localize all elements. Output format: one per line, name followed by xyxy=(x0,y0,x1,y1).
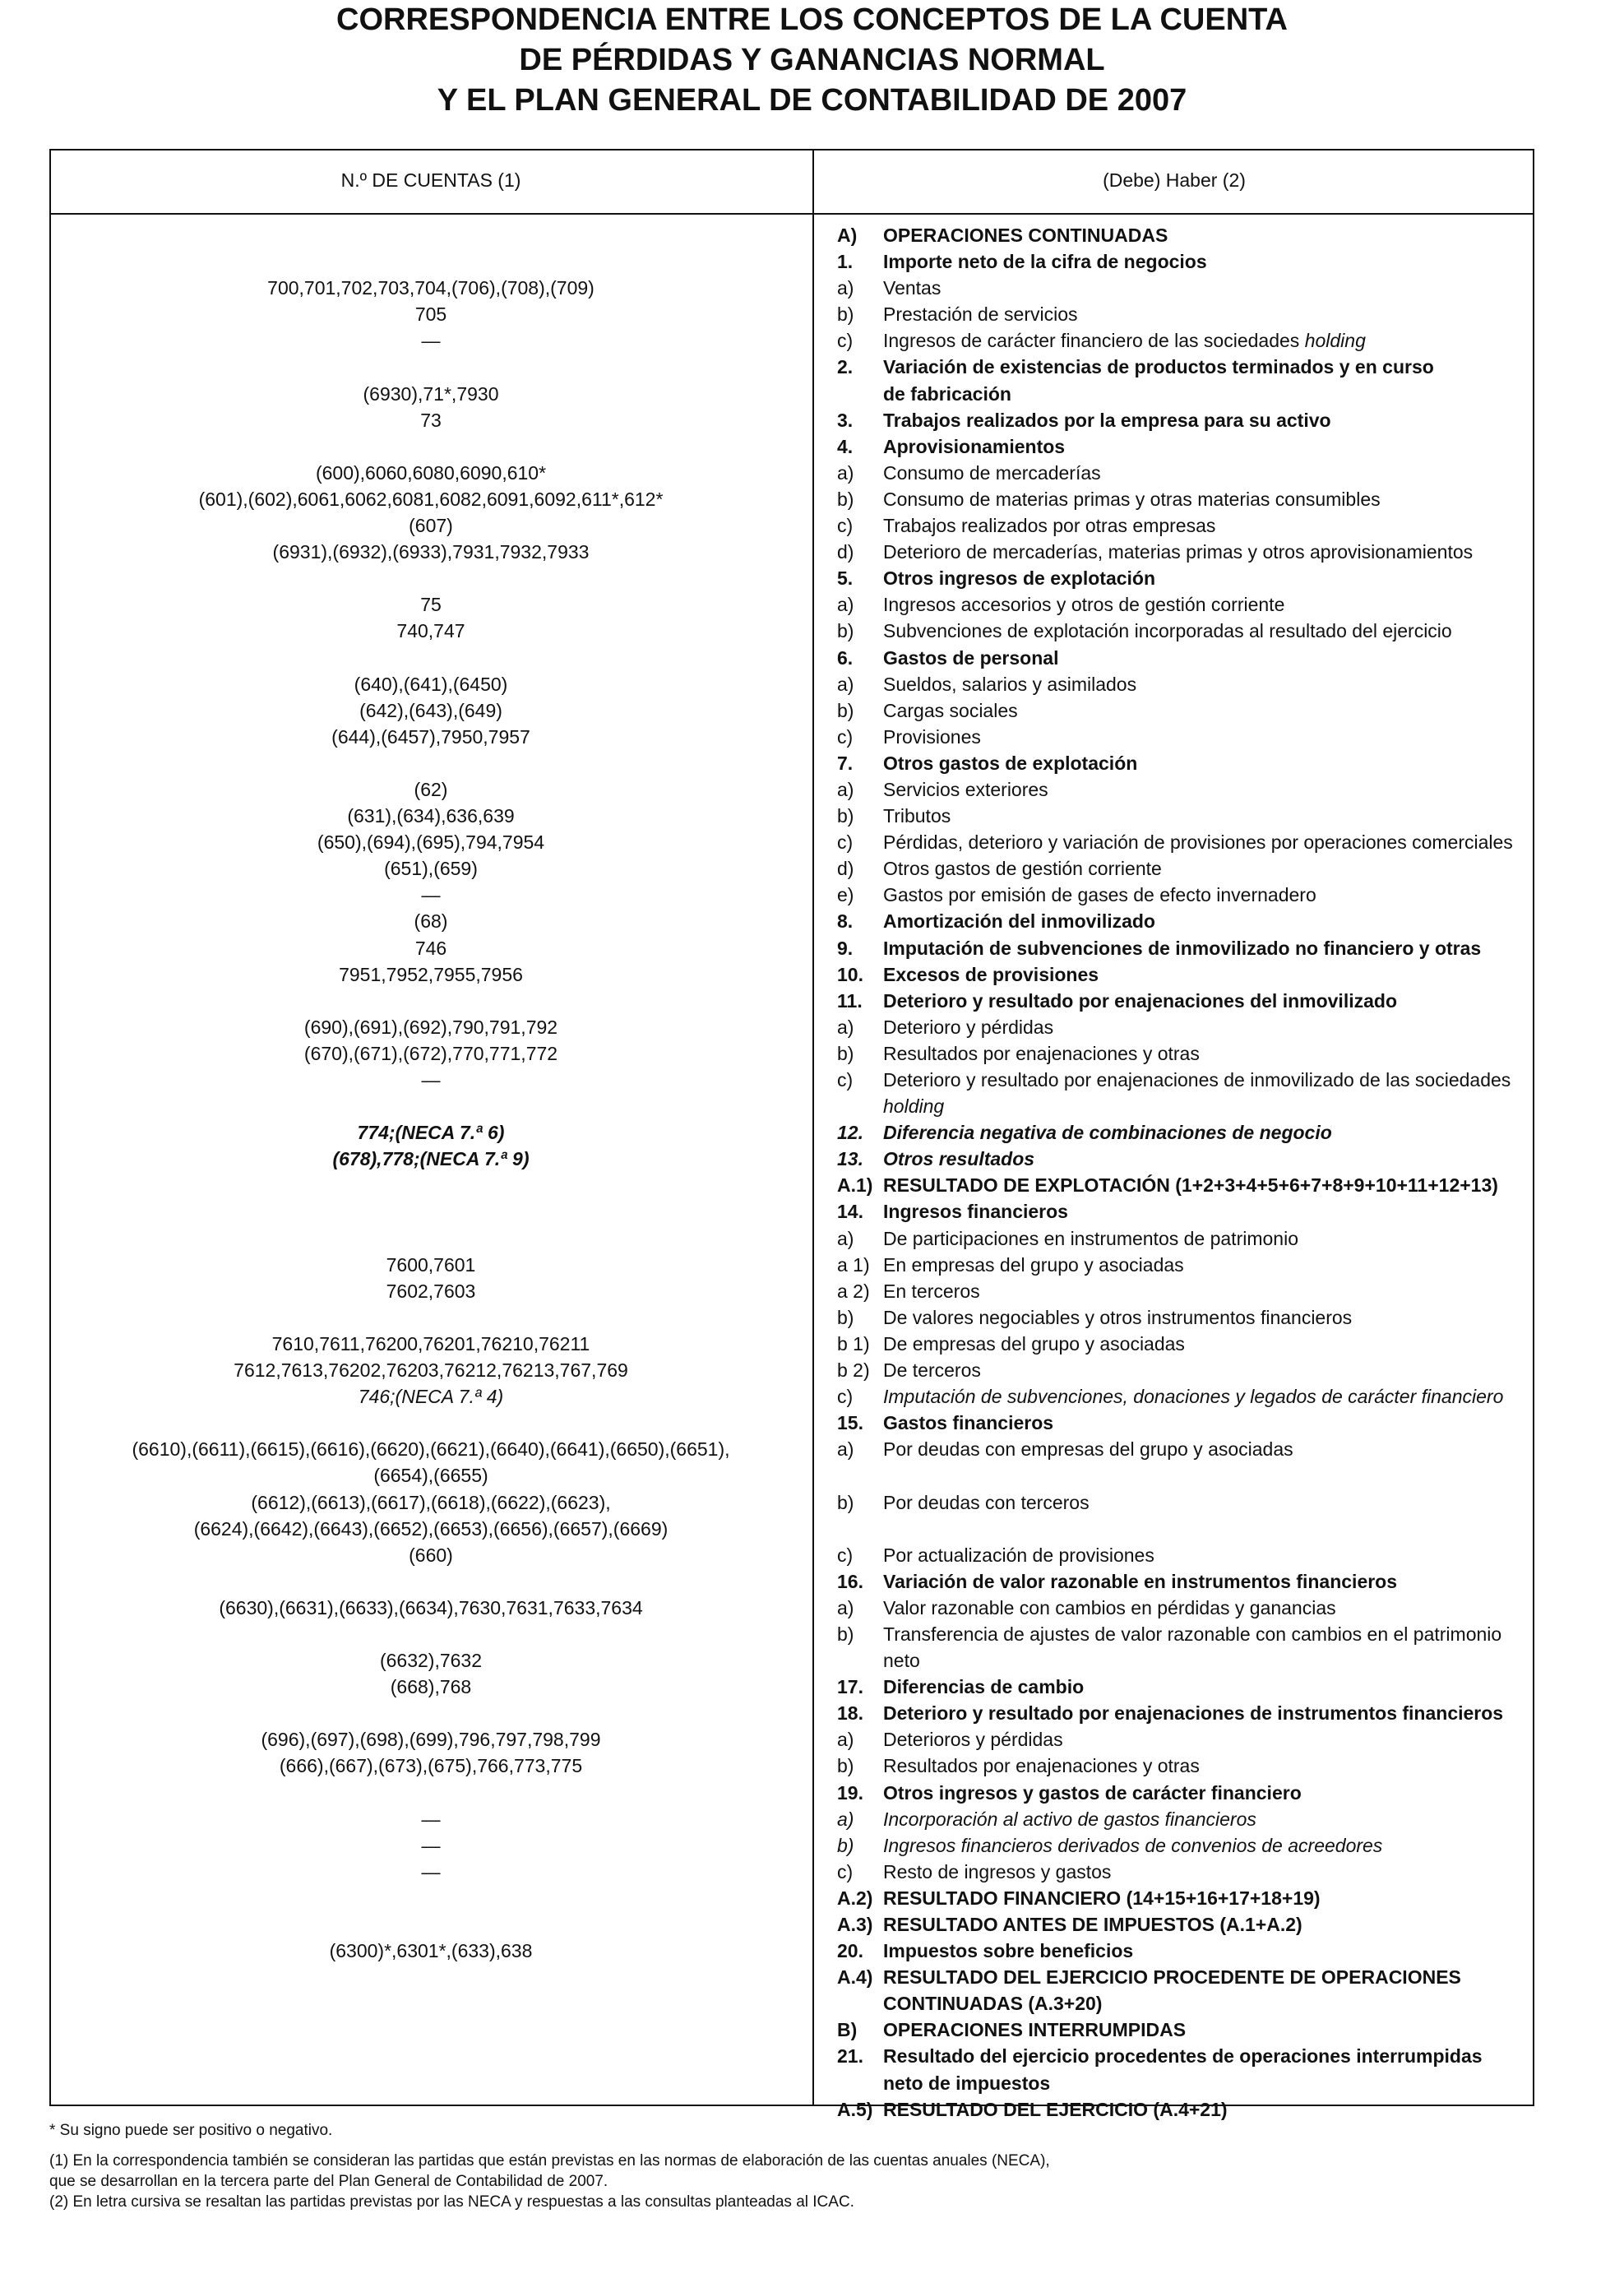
item-label: d) xyxy=(837,858,854,880)
item-concept: OPERACIONES CONTINUADAS xyxy=(883,225,1168,246)
account-codes: — xyxy=(421,1860,441,1882)
item-label: b) xyxy=(837,1623,854,1645)
item-label: c) xyxy=(837,1544,854,1566)
account-codes: (6612),(6613),(6617),(6618),(6622),(6623), xyxy=(251,1491,611,1513)
table-row xyxy=(0,303,1624,329)
item-label: b) xyxy=(837,1306,854,1328)
item-concept: De terceros xyxy=(883,1359,981,1382)
account-codes: (640),(641),(6450) xyxy=(354,673,508,695)
account-codes: — xyxy=(421,1069,441,1091)
item-label: c) xyxy=(837,1069,854,1091)
item-concept: Importe neto de la cifra de negocios xyxy=(883,251,1207,273)
item-label: a) xyxy=(837,1596,854,1618)
account-codes: (68) xyxy=(414,910,448,933)
item-concept: Incorporación al activo de gastos financieros xyxy=(883,1808,1256,1830)
table-row xyxy=(0,1596,1624,1623)
table-row xyxy=(0,567,1624,593)
item-label: A.3) xyxy=(837,1914,873,1935)
account-codes: 73 xyxy=(420,409,442,431)
item-label: e) xyxy=(837,884,854,906)
item-concept: Otros ingresos de explotación xyxy=(883,567,1156,590)
item-concept: Servicios exteriores xyxy=(883,778,1048,800)
table-row xyxy=(0,1227,1624,1253)
item-concept: Provisiones xyxy=(883,725,981,748)
table-row xyxy=(0,593,1624,619)
item-label: a 1) xyxy=(837,1253,870,1276)
item-concept: Ingresos de carácter financiero de las sociedades holding xyxy=(883,330,1366,352)
account-codes: (6624),(6642),(6643),(6652),(6653),(6656),(6657),(6669) xyxy=(193,1517,669,1540)
item-concept: Resultados por enajenaciones y otras xyxy=(883,1755,1200,1777)
item-concept: Otros resultados xyxy=(883,1148,1035,1170)
item-label: 11. xyxy=(837,989,863,1012)
item-concept: Deterioro de mercaderías, materias primas y otros aprovisionamientos xyxy=(883,541,1474,563)
account-codes: (601),(602),6061,6062,6081,6082,6091,6092,611*,612* xyxy=(198,488,664,510)
table-row xyxy=(0,461,1624,488)
item-label: 18. xyxy=(837,1702,863,1725)
item-label: 16. xyxy=(837,1570,863,1592)
account-codes: 746 xyxy=(414,937,447,959)
item-concept: Resultado del ejercicio procedentes de operaciones interrumpidas xyxy=(883,2045,1483,2068)
account-codes: (660) xyxy=(409,1544,453,1566)
item-label: 12. xyxy=(837,1122,863,1144)
table-row xyxy=(0,1649,1624,1675)
title-line-2: DE PÉRDIDAS Y GANANCIAS NORMAL xyxy=(519,43,1105,77)
table-row xyxy=(0,1121,1624,1147)
item-concept: Consumo de mercaderías xyxy=(883,461,1101,484)
account-codes: (6654),(6655) xyxy=(373,1465,488,1487)
item-concept: Deterioro y resultado por enajenaciones de inmovilizado de las sociedades xyxy=(883,1069,1511,1091)
item-label: 3. xyxy=(837,409,854,431)
table-row xyxy=(0,329,1624,355)
item-concept: Aprovisionamientos xyxy=(883,435,1066,457)
item-concept: RESULTADO FINANCIERO (14+15+16+17+18+19) xyxy=(883,1887,1321,1909)
footnote-2: (2) En letra cursiva se resaltan las partidas previstas por las NECA y respuestas a las consultas planteadas al ICAC. xyxy=(49,2193,854,2211)
item-concept: neto xyxy=(883,1650,920,1672)
item-label: b 1) xyxy=(837,1332,870,1355)
table-row xyxy=(0,1147,1624,1174)
item-label: a) xyxy=(837,1016,854,1038)
account-codes: (6930),71*,7930 xyxy=(363,382,499,405)
item-label: b) xyxy=(837,620,854,642)
header-accounts: N.º DE CUENTAS (1) xyxy=(340,169,521,191)
table-row xyxy=(0,857,1624,883)
table-row xyxy=(0,1623,1624,1649)
table-row xyxy=(0,1992,1624,2018)
item-concept: De empresas del grupo y asociadas xyxy=(883,1332,1185,1355)
item-concept: RESULTADO DEL EJERCICIO (A.4+21) xyxy=(883,2098,1228,2120)
item-concept: Ingresos financieros derivados de convenios de acreedores xyxy=(883,1834,1383,1856)
table-row xyxy=(0,1570,1624,1596)
table-row xyxy=(0,1464,1624,1490)
item-label: b) xyxy=(837,1042,854,1064)
table-row xyxy=(0,1728,1624,1754)
item-label: 6. xyxy=(837,646,854,669)
item-concept: Consumo de materias primas y otras materias consumibles xyxy=(883,488,1381,510)
item-concept: Deterioro y resultado por enajenaciones del inmovilizado xyxy=(883,989,1397,1012)
account-codes: (6630),(6631),(6633),(6634),7630,7631,7633,7634 xyxy=(219,1596,643,1618)
item-label: c) xyxy=(837,1386,854,1408)
table-row xyxy=(0,883,1624,910)
item-label: d) xyxy=(837,541,854,563)
item-concept: Sueldos, salarios y asimilados xyxy=(883,673,1137,695)
footnote-1: (1) En la correspondencia también se consideran las partidas que están previstas en las normas de elaboración de las cuentas anuales (NECA), xyxy=(49,2152,1050,2170)
item-concept-italic: holding xyxy=(1304,330,1366,352)
title-line-1: CORRESPONDENCIA ENTRE LOS CONCEPTOS DE LA CUENTA xyxy=(336,2,1288,37)
item-label: 8. xyxy=(837,910,854,933)
item-label: A.2) xyxy=(837,1887,873,1909)
table-row xyxy=(0,1359,1624,1385)
table-row xyxy=(0,1280,1624,1306)
item-concept: Trabajos realizados por otras empresas xyxy=(883,515,1216,537)
item-label: c) xyxy=(837,330,854,352)
title-line-3: Y EL PLAN GENERAL DE CONTABILIDAD DE 2007 xyxy=(437,83,1187,118)
item-concept: Deterioro y pérdidas xyxy=(883,1016,1054,1038)
table-row xyxy=(0,1068,1624,1095)
account-codes: (6632),7632 xyxy=(379,1650,483,1672)
item-label: 21. xyxy=(837,2045,863,2068)
account-codes: (651),(659) xyxy=(384,858,478,880)
account-codes: (6610),(6611),(6615),(6616),(6620),(6621),(6640),(6641),(6650),(6651), xyxy=(132,1438,730,1461)
item-label: B) xyxy=(837,2019,858,2041)
account-codes: 774;(NECA 7.ª 6) xyxy=(357,1122,505,1144)
table-row xyxy=(0,2072,1624,2098)
account-codes: 700,701,702,703,704,(706),(708),(709) xyxy=(267,277,595,299)
item-concept: RESULTADO ANTES DE IMPUESTOS (A.1+A.2) xyxy=(883,1914,1302,1935)
item-concept: Otros ingresos y gastos de carácter financiero xyxy=(883,1781,1302,1804)
item-concept: Subvenciones de explotación incorporadas al resultado del ejercicio xyxy=(883,620,1452,642)
account-codes: (668),768 xyxy=(390,1676,472,1698)
account-codes: (6931),(6932),(6933),7931,7932,7933 xyxy=(272,541,590,563)
item-concept: holding xyxy=(883,1095,945,1118)
header-concept: (Debe) Haber (2) xyxy=(1103,169,1246,191)
account-codes: (666),(667),(673),(675),766,773,775 xyxy=(279,1755,583,1777)
item-concept: Amortización del inmovilizado xyxy=(883,910,1155,933)
item-concept: Imputación de subvenciones, donaciones y legados de carácter financiero xyxy=(883,1386,1504,1408)
table-row xyxy=(0,1966,1624,1992)
account-codes: (678),778;(NECA 7.ª 9) xyxy=(332,1148,530,1170)
account-codes: — xyxy=(421,884,441,906)
item-concept: RESULTADO DE EXPLOTACIÓN (1+2+3+4+5+6+7+8+9+10+11+12+13) xyxy=(883,1174,1498,1197)
table-row xyxy=(0,619,1624,646)
item-concept: Imputación de subvenciones de inmovilizado no financiero y otras xyxy=(883,937,1482,959)
item-concept: Variación de existencias de productos terminados y en curso xyxy=(883,356,1434,378)
table-row xyxy=(0,382,1624,409)
table-row xyxy=(0,1913,1624,1939)
item-concept: Deterioro y resultado por enajenaciones de instrumentos financieros xyxy=(883,1702,1504,1725)
item-concept: Ingresos financieros xyxy=(883,1201,1068,1223)
table-row xyxy=(0,1517,1624,1544)
account-codes: (642),(643),(649) xyxy=(359,699,502,721)
table-row xyxy=(0,937,1624,963)
item-label: 1. xyxy=(837,251,854,273)
account-codes: 746;(NECA 7.ª 4) xyxy=(358,1386,504,1408)
table-row xyxy=(0,1860,1624,1887)
table-row xyxy=(0,1253,1624,1280)
item-concept: De participaciones en instrumentos de patrimonio xyxy=(883,1227,1298,1249)
table-row xyxy=(0,910,1624,936)
item-concept: de fabricación xyxy=(883,382,1011,405)
item-label: a) xyxy=(837,1808,854,1830)
table-row xyxy=(0,1438,1624,1464)
item-concept: RESULTADO DEL EJERCICIO PROCEDENTE DE OPERACIONES xyxy=(883,1966,1461,1989)
account-codes: (670),(671),(672),770,771,772 xyxy=(303,1042,558,1064)
item-label: 10. xyxy=(837,963,863,985)
item-concept: Pérdidas, deterioro y variación de provisiones por operaciones comerciales xyxy=(883,831,1513,854)
table-row xyxy=(0,1016,1624,1042)
item-label: A.5) xyxy=(837,2098,873,2120)
item-label: b) xyxy=(837,1491,854,1513)
item-label: b) xyxy=(837,805,854,827)
item-concept: Por deudas con terceros xyxy=(883,1491,1090,1513)
table-row xyxy=(0,1544,1624,1570)
table-row xyxy=(0,409,1624,435)
item-concept: Gastos de personal xyxy=(883,646,1059,669)
account-codes: (644),(6457),7950,7957 xyxy=(331,725,530,748)
item-label: b) xyxy=(837,699,854,721)
item-label: b) xyxy=(837,1755,854,1777)
item-label: 15. xyxy=(837,1412,863,1434)
item-label: A.4) xyxy=(837,1966,873,1989)
item-label: a) xyxy=(837,1227,854,1249)
table-row xyxy=(0,646,1624,673)
item-label: 20. xyxy=(837,1940,863,1962)
item-concept: Impuestos sobre beneficios xyxy=(883,1940,1134,1962)
table-row xyxy=(0,1174,1624,1200)
item-label: c) xyxy=(837,1860,854,1882)
table-row xyxy=(0,1781,1624,1808)
account-codes: 7600,7601 xyxy=(386,1253,476,1276)
table-row xyxy=(0,1200,1624,1226)
item-concept: Tributos xyxy=(883,805,951,827)
item-concept: Prestación de servicios xyxy=(883,303,1078,326)
table-row xyxy=(0,224,1624,250)
table-row xyxy=(0,1834,1624,1860)
item-concept: neto de impuestos xyxy=(883,2072,1051,2094)
account-codes: 7602,7603 xyxy=(386,1280,476,1302)
table-row xyxy=(0,1702,1624,1728)
account-codes: (650),(694),(695),794,7954 xyxy=(317,831,545,854)
table-row xyxy=(0,1754,1624,1781)
item-concept: Cargas sociales xyxy=(883,699,1018,721)
item-label: a 2) xyxy=(837,1280,870,1302)
table-row xyxy=(0,276,1624,303)
item-concept: Ingresos accesorios y otros de gestión corriente xyxy=(883,594,1285,616)
item-concept: Gastos por emisión de gases de efecto invernadero xyxy=(883,884,1316,906)
table-row xyxy=(0,989,1624,1016)
account-codes: 7612,7613,76202,76203,76212,76213,767,769 xyxy=(234,1359,628,1382)
table-row xyxy=(0,1332,1624,1359)
item-label: b) xyxy=(837,1834,854,1856)
item-concept: Variación de valor razonable en instrumentos financieros xyxy=(883,1570,1398,1592)
item-label: a) xyxy=(837,673,854,695)
table-row xyxy=(0,435,1624,461)
account-codes: (6300)*,6301*,(633),638 xyxy=(329,1940,533,1962)
item-label: 9. xyxy=(837,937,854,959)
table-row xyxy=(0,2045,1624,2071)
table-row xyxy=(0,2018,1624,2045)
table-row xyxy=(0,1095,1624,1121)
table-row xyxy=(0,488,1624,514)
item-label: 2. xyxy=(837,356,854,378)
item-concept: Transferencia de ajustes de valor razonable con cambios en el patrimonio xyxy=(883,1623,1502,1645)
item-label: a) xyxy=(837,594,854,616)
item-concept: En terceros xyxy=(883,1280,980,1302)
item-concept: OPERACIONES INTERRUMPIDAS xyxy=(883,2019,1187,2041)
item-concept: Trabajos realizados por la empresa para su activo xyxy=(883,409,1331,431)
footnotes xyxy=(49,2120,1529,2212)
item-label: c) xyxy=(837,515,854,537)
account-codes: 75 xyxy=(420,594,442,616)
table-row xyxy=(0,250,1624,276)
item-label: c) xyxy=(837,725,854,748)
account-codes: — xyxy=(421,1808,441,1830)
table-row xyxy=(0,673,1624,699)
item-concept: Deterioros y pérdidas xyxy=(883,1729,1063,1751)
item-concept: CONTINUADAS (A.3+20) xyxy=(883,1993,1103,2015)
footnote-1-cont: que se desarrollan en la tercera parte del Plan General de Contabilidad de 2007. xyxy=(49,2173,608,2190)
item-concept: Por actualización de provisiones xyxy=(883,1544,1154,1566)
table-row xyxy=(0,1491,1624,1517)
item-concept: Excesos de provisiones xyxy=(883,963,1099,985)
item-label: a) xyxy=(837,1438,854,1461)
item-label: a) xyxy=(837,277,854,299)
item-concept: Otros gastos de explotación xyxy=(883,752,1138,774)
account-codes: (600),6060,6080,6090,610* xyxy=(315,461,547,484)
item-concept: Resultados por enajenaciones y otras xyxy=(883,1042,1200,1064)
item-concept: Diferencia negativa de combinaciones de negocio xyxy=(883,1122,1332,1144)
table-row xyxy=(0,1411,1624,1438)
table-row xyxy=(0,1385,1624,1411)
table-row xyxy=(0,699,1624,725)
header-divider xyxy=(49,213,1534,215)
account-codes: 7951,7952,7955,7956 xyxy=(339,963,523,985)
item-concept: Diferencias de cambio xyxy=(883,1676,1085,1698)
item-concept: Por deudas con empresas del grupo y asociadas xyxy=(883,1438,1293,1461)
table-row xyxy=(0,725,1624,752)
item-concept: Otros gastos de gestión corriente xyxy=(883,858,1162,880)
item-concept: De valores negociables y otros instrumentos financieros xyxy=(883,1306,1353,1328)
account-codes: (690),(691),(692),790,791,792 xyxy=(303,1016,558,1038)
item-label: 5. xyxy=(837,567,854,590)
table-row xyxy=(0,804,1624,831)
account-codes: 7610,7611,76200,76201,76210,76211 xyxy=(271,1332,590,1355)
item-label: 17. xyxy=(837,1676,863,1698)
page-title xyxy=(0,0,1624,121)
table-row xyxy=(0,963,1624,989)
table-row xyxy=(0,752,1624,778)
item-concept: Ventas xyxy=(883,277,942,299)
account-codes: (607) xyxy=(409,515,453,537)
account-codes: 705 xyxy=(414,303,447,326)
correspondence-table xyxy=(0,224,1624,2124)
item-label: 14. xyxy=(837,1201,863,1223)
account-codes: — xyxy=(421,1834,441,1856)
table-row xyxy=(0,1306,1624,1332)
item-concept: Resto de ingresos y gastos xyxy=(883,1860,1112,1882)
item-label: b) xyxy=(837,488,854,510)
item-label: a) xyxy=(837,778,854,800)
table-row xyxy=(0,540,1624,567)
item-label: 7. xyxy=(837,752,854,774)
table-row xyxy=(0,831,1624,857)
item-label: c) xyxy=(837,831,854,854)
item-concept: En empresas del grupo y asociadas xyxy=(883,1253,1184,1276)
item-concept: Valor razonable con cambios en pérdidas y ganancias xyxy=(883,1596,1336,1618)
table-row xyxy=(0,1675,1624,1702)
table-row xyxy=(0,1939,1624,1966)
table-row xyxy=(0,1808,1624,1834)
item-label: A) xyxy=(837,225,858,246)
item-label: 19. xyxy=(837,1781,863,1804)
account-codes: (62) xyxy=(414,778,448,800)
item-label: b) xyxy=(837,303,854,326)
footnote-sign: * Su signo puede ser positivo o negativo. xyxy=(49,2122,333,2139)
account-codes: (631),(634),636,639 xyxy=(347,805,515,827)
item-label: A.1) xyxy=(837,1174,873,1197)
account-codes: — xyxy=(421,330,441,352)
account-codes: 740,747 xyxy=(396,620,465,642)
item-label: b 2) xyxy=(837,1359,870,1382)
table-row xyxy=(0,1042,1624,1068)
item-label: a) xyxy=(837,1729,854,1751)
table-row xyxy=(0,355,1624,382)
account-codes: (696),(697),(698),(699),796,797,798,799 xyxy=(261,1729,601,1751)
table-row xyxy=(0,1887,1624,1913)
item-label: 13. xyxy=(837,1148,863,1170)
table-row xyxy=(0,778,1624,804)
item-concept: Gastos financieros xyxy=(883,1412,1054,1434)
item-label: a) xyxy=(837,461,854,484)
item-label: 4. xyxy=(837,435,854,457)
table-row xyxy=(0,514,1624,540)
